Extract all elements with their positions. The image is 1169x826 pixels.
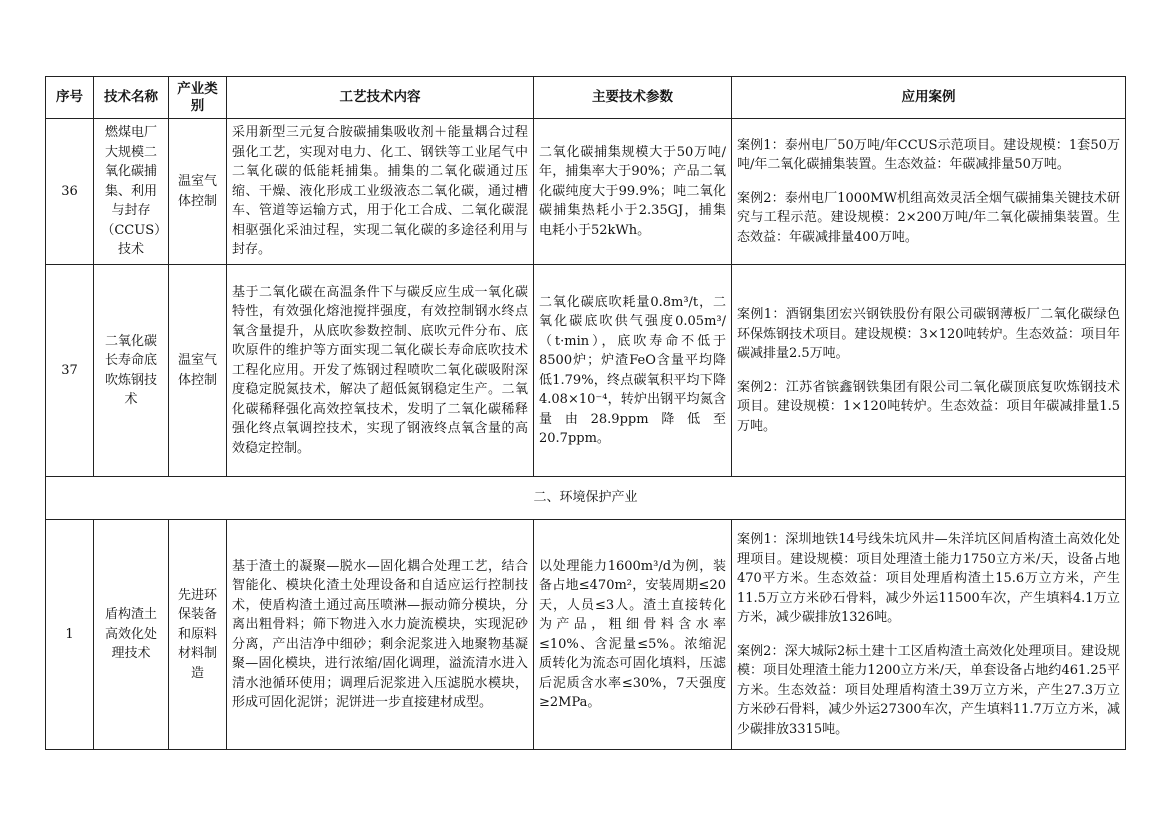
header-name: 技术名称 [94, 77, 169, 119]
tech-name: 燃煤电厂大规模二氧化碳捕集、利用与封存（CCUS）技术 [94, 119, 169, 265]
table-row [46, 119, 1126, 265]
tech-name: 盾构渣土高效化处理技术 [94, 520, 169, 750]
case-1: 案例1：酒钢集团宏兴钢铁股份有限公司碳钢薄板厂二氧化碳绿色环保炼钢技术项目。建设规模：3×120吨转炉。生态效益：项目年碳减排量2.5万吨。 [737, 307, 1120, 361]
row-number: 1 [46, 520, 94, 750]
table-row [46, 265, 1126, 477]
row-number: 37 [46, 265, 94, 477]
table-row [46, 520, 1126, 750]
industry-category: 温室气体控制 [169, 265, 227, 477]
header-process: 工艺技术内容 [227, 77, 534, 119]
technology-table [45, 76, 1126, 750]
process-content: 基于渣土的凝聚—脱水—固化耦合处理工艺，结合智能化、模块化渣土处理设备和自适应运行控制技术，使盾构渣土通过高压喷淋—振动筛分模块，分离出粗骨料；筛下物进入水力旋流模块，实现泥砂分离，产出洁净中细砂；剩余泥浆进入地聚物基凝聚—固化模块，进行浓缩/固化调理，溢流清水进入清水池循环使用；调理后泥浆进入压滤脱水模块，形成可固化泥饼；泥饼进一步直接建材成型。 [227, 520, 534, 750]
tech-name: 二氧化碳长寿命底吹炼钢技术 [94, 265, 169, 477]
header-no: 序号 [46, 77, 94, 119]
industry-category: 先进环保装备和原料材料制造 [169, 520, 227, 750]
process-content: 采用新型三元复合胺碳捕集吸收剂＋能量耦合过程强化工艺，实现对电力、化工、钢铁等工业尾气中二氧化碳的低能耗捕集。捕集的二氧化碳通过压缩、干燥、液化形成工业级液态二氧化碳，通过槽车、管道等运输方式，用于化工合成、二氧化碳混相驱强化采油过程，实现二氧化碳的多途径利用与封存。 [227, 119, 534, 265]
application-cases [732, 119, 1126, 265]
section-row [46, 477, 1126, 520]
case-2: 案例2：江苏省镔鑫钢铁集团有限公司二氧化碳顶底复吹炼钢技术项目。建设规模：1×120吨转炉。生态效益：项目年碳减排量1.5万吨。 [737, 379, 1120, 434]
case-1: 案例1：泰州电厂50万吨/年CCUS示范项目。建设规模：1套50万吨/年二氧化碳捕集装置。生态效益：年碳减排量50万吨。 [737, 137, 1120, 173]
row-number: 36 [46, 119, 94, 265]
process-content: 基于二氧化碳在高温条件下与碳反应生成一氧化碳特性，有效强化熔池搅拌强度，有效控制钢水终点氧含量提升，从底吹参数控制、底吹元件分布、底吹原件的维护等方面实现二氧化碳长寿命底吹技术工程化应用。开发了炼钢过程喷吹二氧化碳吸附深度稳定脱氮技术，解决了超低氮钢稳定生产。二氧化碳稀释强化高效控氧技术，发明了二氧化碳稀释强化终点氧调控技术，实现了钢液终点氧含量的高效稳定控制。 [227, 265, 534, 477]
tech-params: 二氧化碳捕集规模大于50万吨/年，捕集率大于90%；产品二氧化碳纯度大于99.9%；吨二氧化碳捕集热耗小于2.35GJ，捕集电耗小于52kWh。 [534, 119, 732, 265]
section-title: 二、环境保护产业 [46, 477, 1126, 520]
application-cases [732, 520, 1126, 750]
tech-params: 以处理能力1600m³/d为例，装备占地≤470m²，安装周期≤20天，人员≤3人。渣土直接转化为产品，粗细骨料含水率≤10%、含泥量≤5%。浓缩泥质转化为流态可固化填料，压滤后泥质含水率≤30%，7天强度≥2MPa。 [534, 520, 732, 750]
tech-params: 二氧化碳底吹耗量0.8m³/t，二氧化碳底吹供气强度0.05m³/（t·min），底吹寿命不低于8500炉；炉渣FeO含量平均降低1.79%，终点碳氧积平均下降4.08×10⁻⁴，转炉出钢平均氮含量由28.9ppm降低至20.7ppm。 [534, 265, 732, 477]
application-cases [732, 265, 1126, 477]
header-cases: 应用案例 [732, 77, 1126, 119]
case-1: 案例1：深圳地铁14号线朱坑风井—朱洋坑区间盾构渣土高效化处理项目。建设规模：项目处理渣土能力1750立方米/天，设备占地470平方米。生态效益：项目处理盾构渣土15.6万立方米，产生11.5万立方米砂石骨料，减少外运11500车次，产生填料4.1万立方米，减少碳排放1326吨。 [737, 532, 1120, 625]
case-2: 案例2：泰州电厂1000MW机组高效灵活全烟气碳捕集关键技术研究与工程示范。建设规模：2×200万吨/年二氧化碳捕集装置。生态效益：年碳减排量400万吨。 [737, 190, 1120, 245]
industry-category: 温室气体控制 [169, 119, 227, 265]
header-category: 产业类别 [169, 77, 227, 119]
header-row [46, 77, 1126, 119]
header-params: 主要技术参数 [534, 77, 732, 119]
case-2: 案例2：深大城际2标土建十工区盾构渣土高效化处理项目。建设规模：项目处理渣土能力1200立方米/天，单套设备占地约461.25平方米。生态效益：项目处理盾构渣土39万立方米，产生27.3万立方米砂石骨料，减少外运27300车次，产生填料11.7万立方米，减少碳排放3315吨。 [737, 643, 1120, 737]
